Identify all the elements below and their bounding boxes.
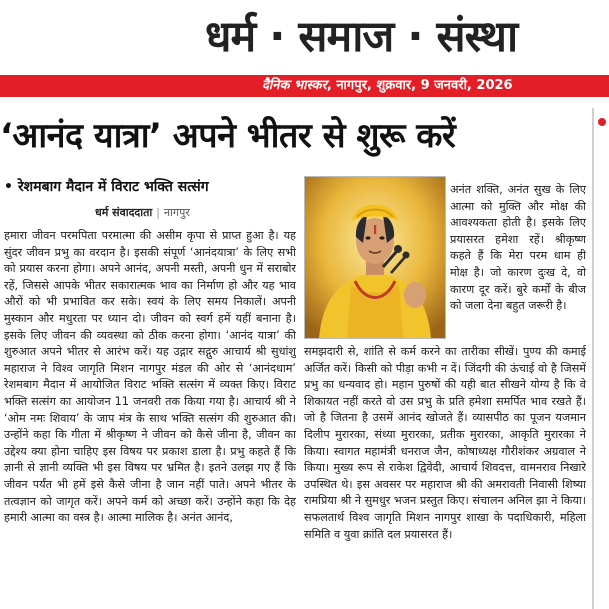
- bullet-icon: [598, 118, 606, 126]
- adjacent-article-strip: [592, 108, 609, 609]
- article-subhead: [4, 176, 304, 198]
- dateline-details: , नागपुर, शुक्रवार, 9 जनवरी, 2026: [326, 78, 513, 93]
- dateline-place: नागपुर: [163, 206, 190, 219]
- byline: [95, 204, 190, 222]
- dateline: [262, 75, 513, 97]
- newspaper-name: दैनिक भास्कर: [262, 78, 327, 93]
- dateline-bar: [0, 75, 609, 97]
- photo-illustration: [305, 177, 445, 338]
- bullet-icon: •: [4, 179, 13, 195]
- article-column-top-right: अनंत शक्ति, अनंत सुख के लिए आत्मा को मुक्ति और मोक्ष की आवश्यकता होती है। इसके लिए प्रयासरत हमेशा रहें। श्रीकृष्ण कहते हैं कि मेरा परम धाम ही मोक्ष है। जो कारण दुःख दे, वो कारण दूर करें। बुरे कर्मों के बीज को जला देना बहुत जरूरी है।: [450, 183, 586, 313]
- section-title: धर्म · समाज · संस्था: [205, 12, 518, 62]
- saint-speaking-photo: [304, 176, 446, 339]
- article-column-right: समझदारी से, शांति से कर्म करने का तारीका सीखें। पुण्य की कमाई अर्जित करें। किसी को पीड़ा कभी न दें। जिंदगी की ऊंचाई वो है जिसमें प्रभु का धन्यवाद हो। महान पुरुषों की यही बात सीखने योग्य है कि वे शिकायत नहीं करते वो उस प्रभु के प्रति हमेशा समर्पित भाव रखते हैं। जो है जितना है उसमें आनंद खोजते हैं। व्यासपीठ का पूजन यजमान दिलीप मुरारका, संध्या मुरारका, प्रतीक मुरारका, आकृति मुरारका ने किया। स्वागत महामंत्री धनराज जैन, कोषाध्यक्ष गौरीशंकर अग्रवाल ने किया। मुख्य रूप से राकेश द्विवेदी, आचार्य शिवदत्त, वामनराव निखारे उपस्थित थे। इस अवसर पर महाराज श्री की अमरावती निवासी शिष्या रामप्रिया श्री ने सुमधुर भजन प्रस्तुत किए। संचालन अनिल झा ने किया। सफलतार्थ विश्व जागृति मिशन नागपुर शाखा के पदाधिकारी, महिला समिति व युवा क्रांति दल प्रयासरत हैं।: [304, 345, 586, 541]
- article-column-left: हमारा जीवन परमपिता परमात्मा की असीम कृपा से प्राप्त हुआ है। यह सुंदर जीवन प्रभु का वरदान है। इसकी संपूर्ण ‘आनंदयात्रा’ के लिए सभी को प्रयास करना होगा। अपने आनंद, अपनी मस्ती, अपनी धुन में सराबोर रहें, जिससे आपके भीतर सकारात्मक भाव का निर्माण हो और यह भाव औरों को भी प्रभावित कर सके। स्वयं के लिए समय निकालें। अपनी मुस्कान और मधुरता पर ध्यान दो। जीवन को स्वर्ग हमें यहीं बनाना है। इसके लिए जीवन की व्यवस्था को ठीक करना होगा। ‘आनंद यात्रा’ की शुरुआत अपने भीतर से आरंभ करें। यह उद्गार सद्गुरु आचार्य श्री सुधांशु महाराज ने विश्व जागृति मिशन नागपुर मंडल की ओर से ‘आनंदधाम’ रेशमबाग मैदान में आयोजित विराट भक्ति सत्संग में व्यक्त किए। विराट भक्ति सत्संग का आयोजन 11 जनवरी तक किया गया है। आचार्य श्री ने ‘ओम नमः शिवाय’ के जाप मंत्र के साथ भक्ति सत्संग की शुरुआत की। उन्होंने कहा कि गीता में श्रीकृष्ण ने जीवन को कैसे जीना है, जीवन का उद्देश्य क्या होना चाहिए इस विषय पर प्रकाश डाला है। प्रभु कहते हैं कि ज्ञानी से ज्ञानी व्यक्ति भी इस विषय पर भ्रमित है। इतने उलझ गए हैं कि जीवन पर्यंत भी हमें इसे कैसे जीना है जान नहीं पाते। अपने भीतर के तत्वज्ञान को जागृत करें। अपने कर्म को अच्छा करें। उन्होंने कहा कि देह हमारी आत्मा का वस्त्र है। आत्मा मालिक है। अनंत आनंद,: [4, 229, 296, 525]
- reporter-name: धर्म संवाददाता: [95, 206, 153, 219]
- subhead-text: रेशमबाग मैदान में विराट भक्ति सत्संग: [17, 179, 209, 195]
- byline-separator: |: [156, 206, 160, 219]
- article-headline: ‘आनंद यात्रा’ अपने भीतर से शुरू करें: [0, 116, 456, 156]
